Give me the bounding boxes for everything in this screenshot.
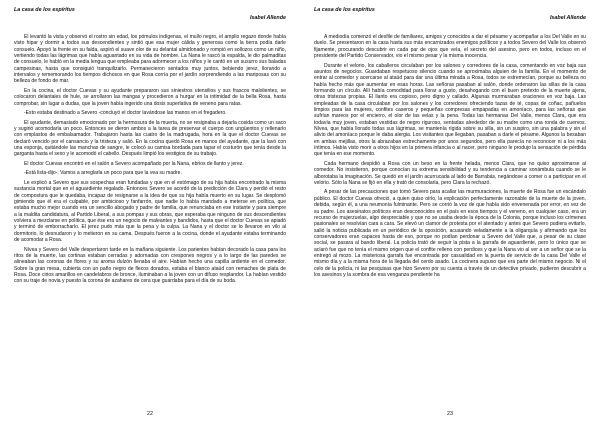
running-header <box>14 7 286 25</box>
paragraph: A pesar de las precauciones que tomó Severo para acallar las murmuraciones, la muerte de Rosa fue un escándalo público. El doctor Cuevas ofreció, a quien quiso oírlo, la explicación perfectamente razonable de la muerte de la joven, debida, según él, a una neumonía fulminante. Pero se corrió la voz de que había sido envenenada por error, en vez de su padre. Los asesinatos políticos eran desconocidos en el país en esos tiempos y el veneno, en cualquier caso, era un recurso de mujerzuelas, algo despreciable y que no se usaba desde la época de la Colonia, porque incluso los crímenes pasionales se resolvían cara a cara. Se elevó un clamor de protesta por el atentado y antes que Severo pudiera evitarlo, salió la noticia publicada en un periódico de la oposición, acusando veladamente a la oligarquía y afirmando que los conservadores eran capaces hasta de eso, porque no podían perdonar a Severo del Valle que, a pesar de su clase social, se pasara al bando liberal. La policía trató de seguir la pista a la garrafa de aguardiente, pero lo único que se aclaró fue que no tenía el mismo origen que el confite relleno con perdices y que la Nana vio al ver a un señor que se la entregó al mozo. La misteriosa garrafa fue encontrada por casualidad en la puerta de servicio de la casa Del Valle el mismo día y a la misma hora de la llegada del cerdo asado. La cocinera supuso que era parte del mismo negocio. Ni el celo de la policía, ni las pesquisas que hizo Severo por su cuenta a través de un detective privado, pudieron descubrir a los asesinos y la sombra de esa venganza pendiente ha <box>314 189 586 278</box>
paragraph: -Esto estaba destinado a Severo -concluyó el doctor lavándose las manos en el fregadero. <box>24 110 227 117</box>
paragraph: -Está lista-dijo-. Vamos a arreglarla un poco para que la vea su madre. <box>24 170 182 177</box>
page-number: 22 <box>147 411 153 417</box>
paragraph: El levantó la vista y observó el rostro sin edad, los pómulos indígenas, el mullo negro, el amplio regazo donde había visto hipar y dormir a todos sus descendientes y sintió que esa mujer cálida y generosa como la tierra podía darle consuelo. Apoyó la frente en su falda, aspiró el suave olor de su delantal almidonado y rompió en sollozos como un niño, vertiendo todas las lágrimas que había aguantado en su vida de hombre. La Nana le rascó la espalda, le dio palmaditas de consuelo, le habló en la media lengua que empleaba para adormecer a los niños y le cantó en un susurro sus baladas campesinas, hasta que consiguió tranquilizarlo. Permanecieron sentados muy juntos, bebiendo jerez, llorando a intervalos y rememorando los tiempos dichosos en que Rosa corría por el jardín sorprendiendo a las mariposas con su belleza de fondo de mar. <box>14 34 286 85</box>
paragraph: Cada hermano despidió a Rosa con un beso en la frente helada, menos Clara, que no quiso aproximarse al comedor. No insistieron, porque conocían su extrema sensibilidad y su tendencia a caminar sonámbula cuando se le alborotaba la imaginación. Se quedó en el jardín acurrucada al lado de Barrabás, negándose a comer o a participar en el velorio. Sólo la Nana se fijó en ella y trató de consolarla, pero Clara la rechazó. <box>314 160 586 186</box>
right-page <box>300 0 600 424</box>
running-header-author: Isabel Allende <box>249 15 286 21</box>
page-number: 23 <box>447 411 453 417</box>
paragraph: Durante el velorio, los caballeros circulaban por los salones y corredores de la casa, comentando en voz baja sus asuntos de negocios. Guardaban respetuoso silencio cuando se aproximaba alguien de la familia. En el momento de entrar al comedor y acercarse al ataúd para dar una última mirada a Rosa, todos se estremecían, porque su belleza no había hecho más que aumentar en esas horas. Las señoras pasaban al salón, donde ordenaron las sillas de la casa formando un círculo. Allí había comodidad para llorar a gusto, desahogando con el buen pretexto de la muerte ajena, otras tristezas propias. El llanto era copioso, pero digno y callado. Algunas murmuraban oraciones en voz baja. Las empleadas de la casa circulaban por los salones y los corredores ofreciendo tazas de té, copas de coñac, pañuelos limpios para las mujeres, confites caseros y pequeñas compresas empapadas en amoníaco, para las señoras que sufrían mareos por el encierro, el olor de las velas y la pena. Todas las hermanas Del Valle, menos Clara, que era todavía muy joven, estaban vestidas de negro riguroso, sentadas alrededor de su madre como una ronda de cuervos. Nívea, que había llorado todas sus lágrimas, se mantenía rígida sobre su silla, sin un suspiro, sin una palabra y sin el alivio del amoníaco porque le daba alergia. Los visitantes que llegaban, pasaban a darle el pésame. Algunos la besaban en ambas mejillas, otros la abrazaban estrechamente por unos segundos, pero ella parecía no reconocer ni a los más íntimos. Había visto morir a otros hijos en la primera infancia o al nacer, pero ninguno le produjo la sensación de pérdida que tenía en ese momento. <box>314 62 586 158</box>
running-header-title: La casa de los espíritus <box>314 7 375 13</box>
page-body <box>14 34 286 406</box>
paragraph: A mediodía comenzó el desfile de familiares, amigos y conocidos a dar el pésame y acompañar a los Del Valle en su duelo. Se presentaron en la casa hasta sus más encarnizados enemigos políticos y a todos Severo del Valle los observó fijamente, procurando descubrir en cada par de ojos que veía, el secreto del asesino, pero en todos, incluso en el presidente del Partido Conservador, vio el mismo pesar y la misma inocencia. <box>314 34 586 60</box>
running-header-title: La casa de los espíritus <box>14 7 75 13</box>
paragraph: El ayudante, demasiado emocionado por la hermosura de la muerta, no se resignaba a dejarla cosida como un saco y sugirió acomodarla un poco. Entonces se dieron ambos a la tarea de preservar el cuerpo con ungüentos y rellenarlo con emplastos de embalsamador. Trabajaron hasta las cuatro de la madrugada, hora en la que el doctor Cuevas se declaró vencido por el cansancio y la tristeza y salió. En la cocina quedó Rosa en manos del ayudante, que la lavó con una esponja, quitándole las manchas de sangre, le colocó su camisa bordada para tapar el costurón que tenía desde la garganta hasta el sexo y le acomodó el cabello. Después limpió los vestigios de su trabajo. <box>14 119 286 158</box>
page-body <box>314 34 586 406</box>
running-header-author: Isabel Allende <box>549 15 586 21</box>
paragraph: Nívea y Severo del Valle despertaron tarde en la mañana siguiente. Los parientes habían decorado la casa para los ritos de la muerte, las cortinas estaban cerradas y adornadas con crespones negros y a lo largo de las paredes se alineaban las coronas de flores y su aroma dulzón llenaba el aire. Habían hecho una capilla ardiente en el comedor. Sobre la gran mesa, cubierta con un paño negro de flecos dorados, estaba el blanco ataúd con remaches de plata de Rosa. Doce cirios amarillos en candelabros de bronce, iluminaban a la joven con un difuso resplandor. La habían vestido con su traje de novia y puesto la corona de azahares de cera que guardaba para el día de su boda. <box>14 246 286 285</box>
running-header <box>314 7 586 25</box>
paragraph: En la cocina, el doctor Cuevas y su ayudante prepararon sus siniestros utensilios y sus frascos malolientes, se colocaron delantales de hule, se arrollaron las mangas y procedieron a hurgar en la intimidad de la bella Rosa, hasta comprobar, sin lugar a dudas, que la joven había ingerido una dosis superlativa de veneno para ratas. <box>14 87 286 107</box>
paragraph: Le explicó a Severo que sus sospechas eran fundadas y que en el estómago de su hija había encontrado la misma sustancia mortal que en el aguardiente regalado. Entonces Severo se acordó de la predicción de Clara y perdió el resto de compostura que le quedaba, incapaz de resignarse a la idea de que su hija había muerto en su lugar. Se desplomó gimiendo que él era el culpable, por ambicioso y fanfarrón, que nadie lo había mandado a meterse en política, que estaba mucho mejor cuando era un sencillo abogado y padre de familia, que renunciaba en ese instante y para siempre a la maldita candidatura, al Partido Liberal, a sus pompas y sus obras, que esperaba que ninguno de sus descendientes volviera a mezclarse en política, que ése era un negocio de maleantes y bandidos, hasta que el doctor Cuevas se apiadó y terminó de emborracharlo. El jerez pudo más que la pena y la culpa. La Nana y el doctor se lo llevaron en vilo al dormitorio, lo desnudaron y lo metieron en su cama. Después fueron a la cocina, donde el ayudante estaba terminando de acomodar a Rosa. <box>14 180 286 244</box>
paragraph: El doctor Cuevas encontró en el salón a Severo acompañado por la Nana, ebrios de llanto y jerez. <box>24 160 244 167</box>
